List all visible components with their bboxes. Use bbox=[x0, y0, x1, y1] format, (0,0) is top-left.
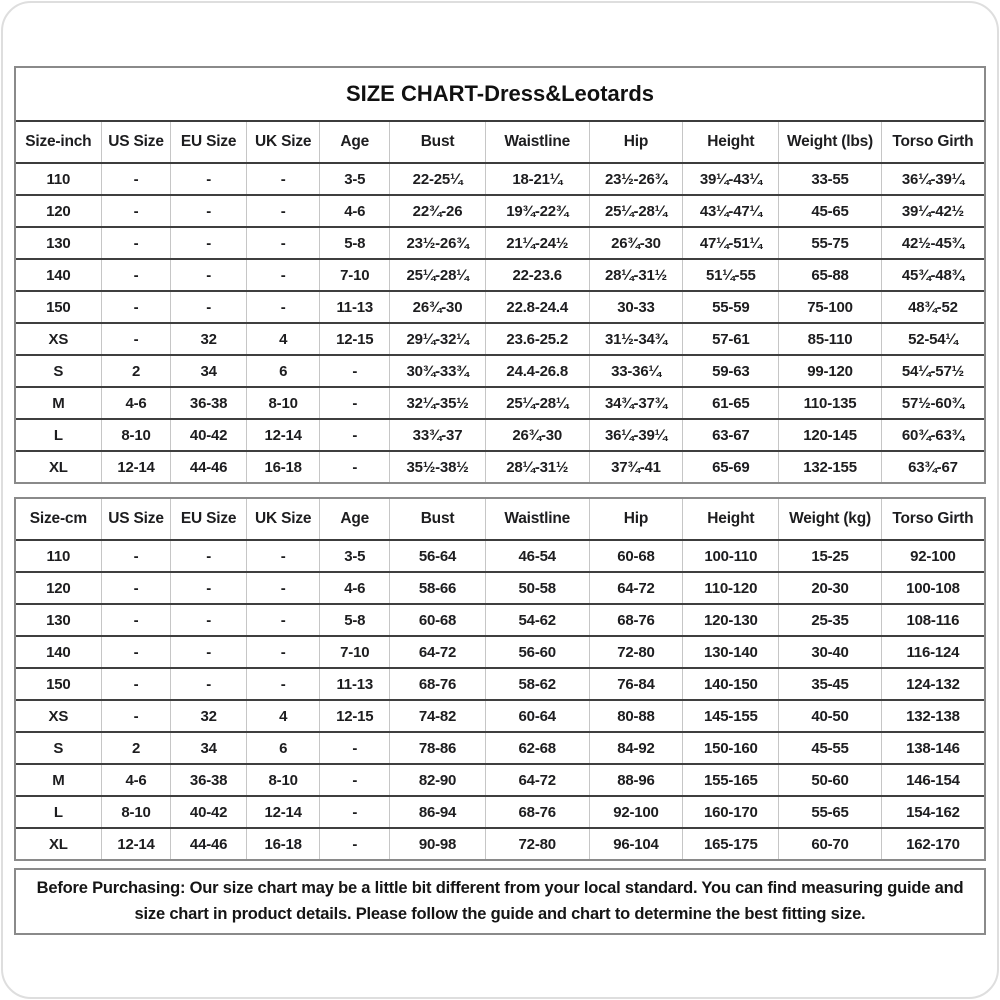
table-cell: 145-155 bbox=[683, 700, 779, 732]
table-cell: 110 bbox=[46, 170, 71, 188]
table-cell: - bbox=[171, 636, 247, 668]
table-cell: 25¼-28¼ bbox=[485, 387, 589, 419]
table-cell: 26¾-30 bbox=[390, 291, 486, 323]
table-cell: - bbox=[101, 604, 171, 636]
table-cell: 82-90 bbox=[390, 764, 486, 796]
table-cell: 23.6-25.2 bbox=[485, 323, 589, 355]
table-row bbox=[16, 540, 984, 572]
table-cell: 150-160 bbox=[683, 732, 779, 764]
table-cell: 4-6 bbox=[101, 764, 171, 796]
table-cell: M bbox=[16, 387, 101, 419]
table-cell: 25-35 bbox=[779, 604, 882, 636]
table-row bbox=[16, 796, 984, 828]
table-cell: - bbox=[101, 572, 171, 604]
table-cell: 2 bbox=[101, 732, 171, 764]
table-cell: 162-170 bbox=[881, 828, 984, 859]
table-cell: 11-13 bbox=[320, 668, 390, 700]
table-cell: 154-162 bbox=[881, 796, 984, 828]
table-cell: 78-86 bbox=[390, 732, 486, 764]
table-cell: 12-15 bbox=[320, 323, 390, 355]
table-cell: - bbox=[171, 604, 247, 636]
table-cell: 150 bbox=[16, 668, 101, 700]
column-header: Hip bbox=[589, 499, 683, 540]
table-cell: 64-72 bbox=[390, 636, 486, 668]
table-cell: 155-165 bbox=[683, 764, 779, 796]
table-cell: 150 bbox=[16, 291, 101, 323]
table-cell: 110-120 bbox=[683, 572, 779, 604]
table-cell: 33-55 bbox=[779, 163, 882, 195]
table-cell: 28¼-31½ bbox=[589, 259, 683, 291]
table-cell: 36¼-39¼ bbox=[881, 163, 984, 195]
table-cell: XS bbox=[16, 700, 101, 732]
table-cell: 96-104 bbox=[589, 828, 683, 859]
table-cell: 43¼-47¼ bbox=[683, 195, 779, 227]
table-cell: 6 bbox=[246, 732, 320, 764]
table-cell: - bbox=[320, 764, 390, 796]
table-cell: 56-60 bbox=[485, 636, 589, 668]
table-cell: 15-25 bbox=[779, 540, 882, 572]
cm-header-row bbox=[16, 499, 984, 540]
table-cell: 165-175 bbox=[683, 828, 779, 859]
table-cell: 4-6 bbox=[101, 387, 171, 419]
table-cell: 30¾-33¾ bbox=[390, 355, 486, 387]
table-cell: 60-68 bbox=[589, 540, 683, 572]
table-cell: - bbox=[320, 451, 390, 482]
table-cell: 6 bbox=[246, 355, 320, 387]
table-cell: 12-14 bbox=[101, 451, 171, 482]
table-cell: 110 bbox=[46, 547, 71, 565]
table-cell: 8-10 bbox=[246, 764, 320, 796]
table-cell: 22-25¼ bbox=[390, 163, 486, 195]
table-cell: 100-108 bbox=[881, 572, 984, 604]
table-cell: 54¼-57½ bbox=[881, 355, 984, 387]
table-cell: 36-38 bbox=[171, 387, 247, 419]
table-cell: 75-100 bbox=[779, 291, 882, 323]
table-cell: 55-65 bbox=[779, 796, 882, 828]
table-cell: 33-36¼ bbox=[589, 355, 683, 387]
table-cell: - bbox=[320, 732, 390, 764]
table-cell: 47¼-51¼ bbox=[683, 227, 779, 259]
column-header: US Size bbox=[101, 499, 171, 540]
table-cell: 55-59 bbox=[683, 291, 779, 323]
table-row bbox=[16, 572, 984, 604]
table-cell: 5-8 bbox=[320, 227, 390, 259]
table-cell: 92-100 bbox=[881, 540, 984, 572]
table-cell: 85-110 bbox=[779, 323, 882, 355]
table-cell: 22.8-24.4 bbox=[485, 291, 589, 323]
table-cell: 23½-26¾ bbox=[589, 163, 683, 195]
table-cell: - bbox=[246, 636, 320, 668]
table-cell: 8-10 bbox=[246, 387, 320, 419]
table-cell: 50-58 bbox=[485, 572, 589, 604]
column-header: UK Size bbox=[246, 499, 320, 540]
table-row bbox=[16, 636, 984, 668]
table-cell: 44-46 bbox=[171, 828, 247, 859]
cm-table bbox=[16, 499, 984, 859]
table-cell: - bbox=[171, 291, 247, 323]
table-cell: 29¼-32¼ bbox=[390, 323, 486, 355]
table-cell: 65-88 bbox=[779, 259, 882, 291]
inch-header-row bbox=[16, 122, 984, 163]
column-header: Waistline bbox=[485, 499, 589, 540]
purchase-note-text: Before Purchasing: Our size chart may be a little bit different from your local standard. You can find measuring guide and size chart in product details. Please follow the guide and chart to determine the best fitting size. bbox=[36, 879, 964, 923]
table-cell: 19¾-22¾ bbox=[485, 195, 589, 227]
cm-table-box bbox=[14, 497, 986, 861]
table-cell: 76-84 bbox=[589, 668, 683, 700]
column-header: US Size bbox=[101, 122, 171, 163]
table-cell: - bbox=[171, 195, 247, 227]
column-header: Size-cm bbox=[16, 499, 101, 540]
table-row bbox=[16, 195, 984, 227]
table-cell: 40-50 bbox=[779, 700, 882, 732]
column-header: Height bbox=[683, 499, 779, 540]
table-cell: 11-13 bbox=[320, 291, 390, 323]
table-cell: 22-23.6 bbox=[485, 259, 589, 291]
table-cell: 86-94 bbox=[390, 796, 486, 828]
table-cell: - bbox=[246, 668, 320, 700]
table-cell: 33¾-37 bbox=[390, 419, 486, 451]
page-title: SIZE CHART-Dress&Leotards bbox=[345, 81, 655, 106]
note-gap bbox=[14, 861, 986, 868]
table-row bbox=[16, 451, 984, 482]
table-cell: 32 bbox=[171, 700, 247, 732]
table-cell: 60¾-63¾ bbox=[881, 419, 984, 451]
inch-table bbox=[16, 122, 984, 482]
table-cell: 23½-26¾ bbox=[390, 227, 486, 259]
table-cell: 60-68 bbox=[390, 604, 486, 636]
table-cell: 22¾-26 bbox=[390, 195, 486, 227]
table-cell: 40-42 bbox=[171, 796, 247, 828]
table-cell: 24.4-26.8 bbox=[485, 355, 589, 387]
table-cell: 37¾-41 bbox=[589, 451, 683, 482]
table-cell: - bbox=[320, 355, 390, 387]
table-cell: 56-64 bbox=[390, 540, 486, 572]
table-row bbox=[16, 355, 984, 387]
table-cell: 45¾-48¾ bbox=[881, 259, 984, 291]
table-cell: XL bbox=[16, 451, 101, 482]
table-cell: 57-61 bbox=[683, 323, 779, 355]
table-cell: - bbox=[171, 572, 247, 604]
table-cell: 60-70 bbox=[779, 828, 882, 859]
column-header: UK Size bbox=[246, 122, 320, 163]
table-cell: 7-10 bbox=[320, 259, 390, 291]
table-cell: - bbox=[101, 163, 171, 195]
table-cell: 65-69 bbox=[683, 451, 779, 482]
table-cell: 72-80 bbox=[485, 828, 589, 859]
table-cell: S bbox=[16, 732, 101, 764]
table-cell: 4-6 bbox=[320, 195, 390, 227]
table-cell: - bbox=[246, 572, 320, 604]
table-cell: 68-76 bbox=[485, 796, 589, 828]
table-cell: 132-138 bbox=[881, 700, 984, 732]
table-row bbox=[16, 291, 984, 323]
table-cell: - bbox=[320, 387, 390, 419]
table-cell: 60-64 bbox=[485, 700, 589, 732]
table-cell: 5-8 bbox=[320, 604, 390, 636]
table-cell: - bbox=[320, 419, 390, 451]
table-cell: - bbox=[171, 163, 247, 195]
column-header: Size-inch bbox=[16, 122, 101, 163]
table-cell: 84-92 bbox=[589, 732, 683, 764]
table-cell: 42½-45¾ bbox=[881, 227, 984, 259]
table-cell: 21¼-24½ bbox=[485, 227, 589, 259]
table-cell: 18-21¼ bbox=[485, 163, 589, 195]
column-header: Hip bbox=[589, 122, 683, 163]
table-cell: 58-62 bbox=[485, 668, 589, 700]
column-header: Age bbox=[320, 122, 390, 163]
table-cell: 63-67 bbox=[683, 419, 779, 451]
table-cell: 108-116 bbox=[881, 604, 984, 636]
table-cell: 58-66 bbox=[390, 572, 486, 604]
table-cell: 63¾-67 bbox=[881, 451, 984, 482]
table-cell: 25¼-28¼ bbox=[390, 259, 486, 291]
title-bar bbox=[16, 68, 984, 122]
table-cell: 25¼-28¼ bbox=[589, 195, 683, 227]
table-cell: - bbox=[246, 195, 320, 227]
table-cell: 120-130 bbox=[683, 604, 779, 636]
table-cell: 48¾-52 bbox=[881, 291, 984, 323]
purchase-note-box bbox=[14, 868, 986, 935]
table-cell: 116-124 bbox=[881, 636, 984, 668]
table-row bbox=[16, 259, 984, 291]
table-cell: 8-10 bbox=[101, 419, 171, 451]
table-cell: - bbox=[101, 291, 171, 323]
table-cell: 4 bbox=[246, 323, 320, 355]
table-cell: 12-15 bbox=[320, 700, 390, 732]
table-cell: 99-120 bbox=[779, 355, 882, 387]
table-cell: 16-18 bbox=[246, 828, 320, 859]
table-cell: 36-38 bbox=[171, 764, 247, 796]
table-cell: 138-146 bbox=[881, 732, 984, 764]
table-cell: 51¼-55 bbox=[683, 259, 779, 291]
table-row bbox=[16, 668, 984, 700]
column-header: Height bbox=[683, 122, 779, 163]
table-cell: 120-145 bbox=[779, 419, 882, 451]
column-header: Torso Girth bbox=[881, 122, 984, 163]
table-cell: 3-5 bbox=[320, 540, 390, 572]
table-cell: 120 bbox=[16, 195, 101, 227]
table-cell: 34¾-37¾ bbox=[589, 387, 683, 419]
table-row bbox=[16, 387, 984, 419]
table-cell: 4 bbox=[246, 700, 320, 732]
table-cell: 130 bbox=[16, 227, 101, 259]
table-cell: - bbox=[246, 540, 320, 572]
column-header: EU Size bbox=[171, 499, 247, 540]
table-cell: 12-14 bbox=[246, 419, 320, 451]
table-row bbox=[16, 700, 984, 732]
table-cell: XL bbox=[16, 828, 101, 859]
table-cell: - bbox=[171, 259, 247, 291]
table-cell: 72-80 bbox=[589, 636, 683, 668]
table-row bbox=[16, 764, 984, 796]
table-cell: 12-14 bbox=[101, 828, 171, 859]
table-cell: 45-65 bbox=[779, 195, 882, 227]
table-cell: 31½-34¾ bbox=[589, 323, 683, 355]
table-cell: 26¾-30 bbox=[589, 227, 683, 259]
table-cell: - bbox=[320, 828, 390, 859]
table-cell: 54-62 bbox=[485, 604, 589, 636]
table-cell: - bbox=[101, 668, 171, 700]
table-cell: 92-100 bbox=[589, 796, 683, 828]
inch-table-box bbox=[14, 66, 986, 484]
table-cell: 50-60 bbox=[779, 764, 882, 796]
table-cell: 35-45 bbox=[779, 668, 882, 700]
table-cell: 52-54¼ bbox=[881, 323, 984, 355]
table-cell: 55-75 bbox=[779, 227, 882, 259]
table-cell: 44-46 bbox=[171, 451, 247, 482]
table-row bbox=[16, 732, 984, 764]
column-header: Weight (kg) bbox=[779, 499, 882, 540]
table-cell: 45-55 bbox=[779, 732, 882, 764]
table-cell: 34 bbox=[171, 355, 247, 387]
table-cell: 3-5 bbox=[320, 163, 390, 195]
table-row bbox=[16, 227, 984, 259]
table-cell: - bbox=[320, 796, 390, 828]
table-cell: 32¼-35½ bbox=[390, 387, 486, 419]
table-cell: 39¼-43¼ bbox=[683, 163, 779, 195]
table-cell: 36¼-39¼ bbox=[589, 419, 683, 451]
column-header: Bust bbox=[390, 122, 486, 163]
table-cell: 46-54 bbox=[485, 540, 589, 572]
table-cell: M bbox=[16, 764, 101, 796]
table-cell: 40-42 bbox=[171, 419, 247, 451]
table-cell: - bbox=[246, 227, 320, 259]
table-cell: - bbox=[101, 227, 171, 259]
table-cell: 16-18 bbox=[246, 451, 320, 482]
table-cell: L bbox=[16, 796, 101, 828]
table-cell: 68-76 bbox=[589, 604, 683, 636]
table-cell: 30-33 bbox=[589, 291, 683, 323]
table-cell: 90-98 bbox=[390, 828, 486, 859]
table-cell: - bbox=[101, 700, 171, 732]
table-cell: S bbox=[16, 355, 101, 387]
table-cell: 146-154 bbox=[881, 764, 984, 796]
column-header: Age bbox=[320, 499, 390, 540]
table-cell: 140 bbox=[16, 259, 101, 291]
table-cell: - bbox=[171, 668, 247, 700]
table-cell: 130-140 bbox=[683, 636, 779, 668]
table-cell: 2 bbox=[101, 355, 171, 387]
table-cell: 34 bbox=[171, 732, 247, 764]
table-cell: 26¾-30 bbox=[485, 419, 589, 451]
column-header: EU Size bbox=[171, 122, 247, 163]
table-cell: 12-14 bbox=[246, 796, 320, 828]
table-cell: - bbox=[246, 259, 320, 291]
table-cell: - bbox=[101, 323, 171, 355]
table-cell: - bbox=[246, 291, 320, 323]
table-cell: 62-68 bbox=[485, 732, 589, 764]
table-cell: - bbox=[101, 195, 171, 227]
table-cell: 28¼-31½ bbox=[485, 451, 589, 482]
table-cell: - bbox=[101, 636, 171, 668]
table-cell: 100-110 bbox=[683, 540, 779, 572]
table-cell: 57½-60¾ bbox=[881, 387, 984, 419]
table-cell: - bbox=[246, 604, 320, 636]
column-header: Torso Girth bbox=[881, 499, 984, 540]
table-cell: - bbox=[171, 227, 247, 259]
table-row bbox=[16, 604, 984, 636]
table-cell: 30-40 bbox=[779, 636, 882, 668]
table-cell: 7-10 bbox=[320, 636, 390, 668]
table-cell: 130 bbox=[16, 604, 101, 636]
table-row bbox=[16, 323, 984, 355]
table-cell: 120 bbox=[16, 572, 101, 604]
table-cell: 140-150 bbox=[683, 668, 779, 700]
table-cell: 20-30 bbox=[779, 572, 882, 604]
table-cell: 132-155 bbox=[779, 451, 882, 482]
table-cell: 4-6 bbox=[320, 572, 390, 604]
table-cell: 68-76 bbox=[390, 668, 486, 700]
table-cell: - bbox=[101, 540, 171, 572]
table-cell: - bbox=[246, 163, 320, 195]
table-cell: 32 bbox=[171, 323, 247, 355]
table-cell: XS bbox=[16, 323, 101, 355]
table-row bbox=[16, 163, 984, 195]
table-cell: 80-88 bbox=[589, 700, 683, 732]
column-header: Bust bbox=[390, 499, 486, 540]
table-cell: 124-132 bbox=[881, 668, 984, 700]
table-cell: 8-10 bbox=[101, 796, 171, 828]
table-cell: 64-72 bbox=[485, 764, 589, 796]
table-row bbox=[16, 419, 984, 451]
table-cell: 88-96 bbox=[589, 764, 683, 796]
table-cell: 61-65 bbox=[683, 387, 779, 419]
table-cell: 160-170 bbox=[683, 796, 779, 828]
table-cell: 74-82 bbox=[390, 700, 486, 732]
table-gap bbox=[14, 484, 986, 497]
table-cell: 35½-38½ bbox=[390, 451, 486, 482]
table-cell: 110-135 bbox=[779, 387, 882, 419]
table-row bbox=[16, 828, 984, 859]
table-cell: 59-63 bbox=[683, 355, 779, 387]
column-header: Weight (lbs) bbox=[779, 122, 882, 163]
size-chart-document bbox=[14, 66, 986, 935]
column-header: Waistline bbox=[485, 122, 589, 163]
table-cell: - bbox=[171, 540, 247, 572]
table-cell: 64-72 bbox=[589, 572, 683, 604]
table-cell: 39¼-42½ bbox=[881, 195, 984, 227]
table-cell: - bbox=[101, 259, 171, 291]
table-cell: 140 bbox=[16, 636, 101, 668]
table-cell: L bbox=[16, 419, 101, 451]
